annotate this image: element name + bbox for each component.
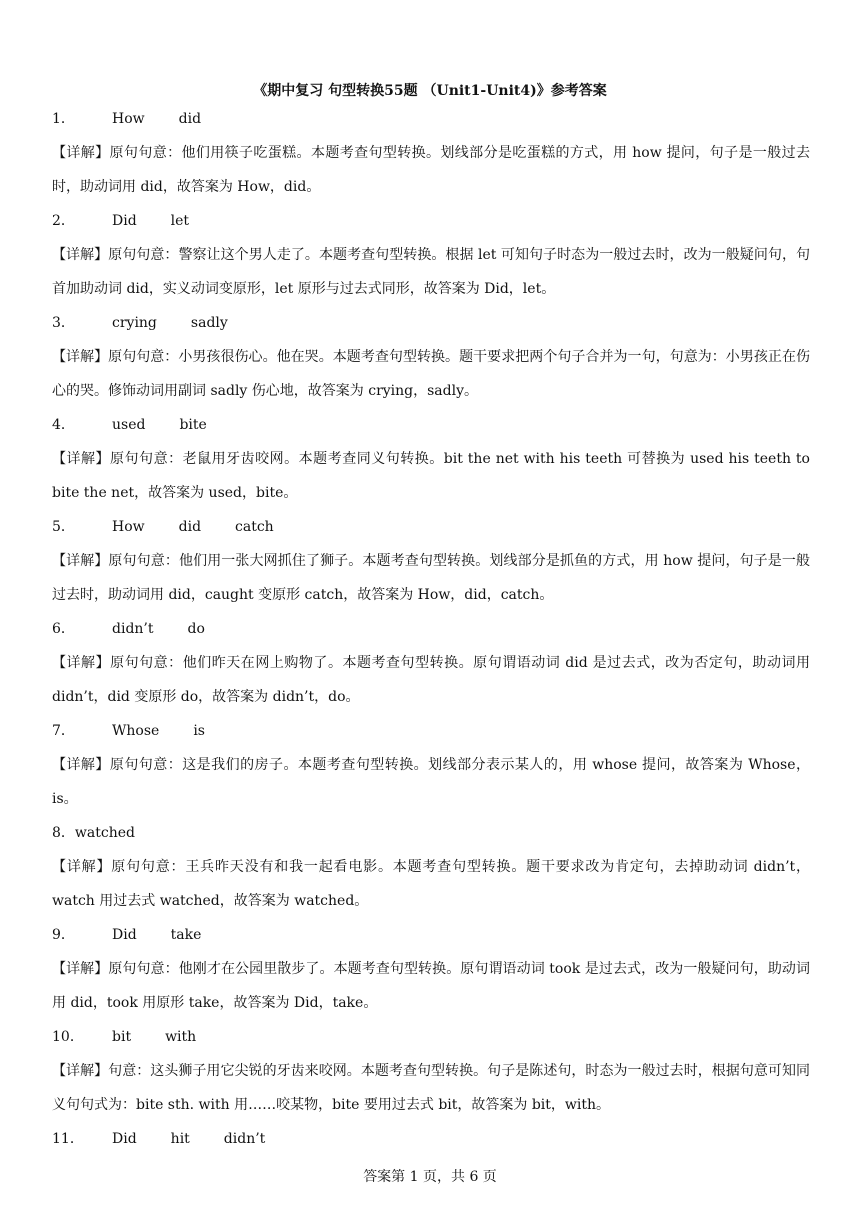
answer-word: Did <box>112 213 137 229</box>
answer-word: didn’t <box>112 621 154 637</box>
answer-word: let <box>170 213 190 229</box>
answer-word: Did <box>112 927 137 943</box>
explanation-paragraph: 【详解】原句句意：老鼠用牙齿咬网。本题考查同义句转换。bit the net with his teeth 可替换为 used his teeth to bite the net，故答案为 used，bite。 <box>52 451 810 501</box>
answer-word: with <box>165 1029 197 1045</box>
answer-word: is <box>193 723 205 739</box>
answer-word: How <box>112 519 145 535</box>
question-number: 5． <box>52 519 75 535</box>
page-footer: 答案第 1 页，共 6 页 <box>363 1169 497 1185</box>
question-number: 4． <box>52 417 75 433</box>
explanation-paragraph: 【详解】原句句意：警察让这个男人走了。本题考查句型转换。根据 let 可知句子时态为一般过去时，改为一般疑问句，句首加助动词 did，实义动词变原形，let 原形与过去式同形，故答案为 Did，let。 <box>52 247 810 297</box>
answer-list <box>52 108 810 1162</box>
explanation-paragraph: 【详解】原句句意：这是我们的房子。本题考查句型转换。划线部分表示某人的，用 whose 提问，故答案为 Whose，is。 <box>52 757 810 807</box>
answer-word: crying <box>112 315 157 331</box>
question-number: 11． <box>52 1131 84 1147</box>
explanation-paragraph: 【详解】原句句意：王兵昨天没有和我一起看电影。本题考查句型转换。题干要求改为肯定句，去掉助动词 didn’t，watch 用过去式 watched，故答案为 watched。 <box>52 859 810 909</box>
explanation-paragraph: 【详解】原句句意：他刚才在公园里散步了。本题考查句型转换。原句谓语动词 took 是过去式，改为一般疑问句，助动词用 did，took 用原形 take，故答案为 Did，take。 <box>52 961 810 1011</box>
question-number: 6． <box>52 621 75 637</box>
document-title: 《期中复习 句型转换55题 （Unit1-Unit4)》参考答案 <box>253 83 607 99</box>
explanation-paragraph: 【详解】原句句意：他们用筷子吃蛋糕。本题考查句型转换。划线部分是吃蛋糕的方式，用 how 提问，句子是一般过去时，助动词用 did，故答案为 How，did。 <box>52 145 810 195</box>
question-number: 1． <box>52 111 75 127</box>
question-number: 3． <box>52 315 75 331</box>
answer-word: How <box>112 111 145 127</box>
answer-word: did <box>178 519 202 535</box>
question-number: 7． <box>52 723 75 739</box>
answer-word: hit <box>170 1131 190 1147</box>
answer-word: bite <box>179 417 207 433</box>
answer-word: take <box>170 927 202 943</box>
answer-word: Did <box>112 1131 137 1147</box>
answer-word: did <box>178 111 202 127</box>
explanation-paragraph: 【详解】原句句意：小男孩很伤心。他在哭。本题考查句型转换。题干要求把两个句子合并为一句，句意为：小男孩正在伤心的哭。修饰动词用副词 sadly 伤心地，故答案为 crying，sadly。 <box>52 349 810 399</box>
answer-word: used <box>112 417 146 433</box>
question-number: 2． <box>52 213 75 229</box>
answer-line <box>52 1128 810 1162</box>
explanation-paragraph: 【详解】句意：这头狮子用它尖锐的牙齿来咬网。本题考查句型转换。句子是陈述句，时态为一般过去时，根据句意可知同义句句式为：bite sth. with 用……咬某物，bite 要用过去式 bit，故答案为 bit，with。 <box>52 1063 810 1113</box>
explanation-paragraph: 【详解】原句句意：他们用一张大网抓住了狮子。本题考查句型转换。划线部分是抓鱼的方式，用 how 提问，句子是一般过去时，助动词用 did，caught 变原形 catch，故答案为 How，did，catch。 <box>52 553 810 603</box>
question-number: 8． <box>52 825 75 841</box>
answer-word: bit <box>112 1029 132 1045</box>
answer-word: Whose <box>112 723 160 739</box>
answer-word: didn’t <box>223 1131 266 1147</box>
answer-word: sadly <box>190 315 228 331</box>
question-number: 9． <box>52 927 75 943</box>
answer-word: do <box>187 621 205 637</box>
answer-word: catch <box>235 519 274 535</box>
question-number: 10． <box>52 1029 84 1045</box>
explanation-paragraph: 【详解】原句句意：他们昨天在网上购物了。本题考查句型转换。原句谓语动词 did 是过去式，改为否定句，助动词用 didn’t，did 变原形 do，故答案为 didn’t，do。 <box>52 655 810 705</box>
answer-word: watched <box>74 825 135 841</box>
